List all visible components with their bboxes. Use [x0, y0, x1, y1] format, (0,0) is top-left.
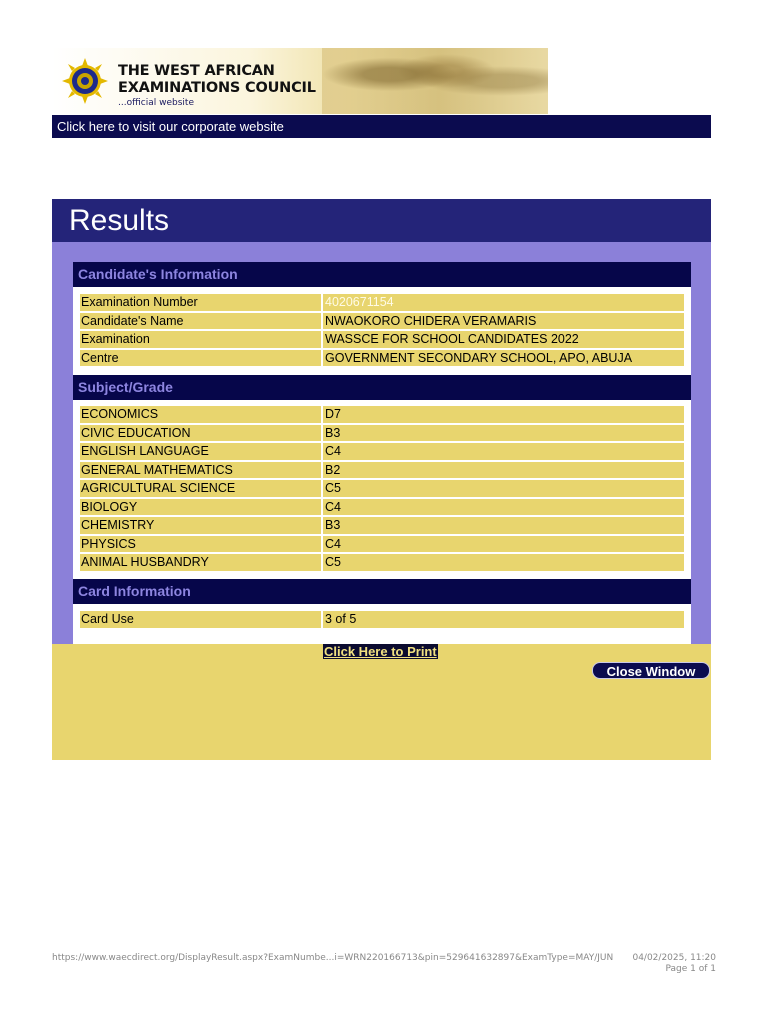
candidate-info-table — [80, 294, 684, 368]
table-row — [80, 611, 684, 630]
subject-name: ENGLISH LANGUAGE — [80, 443, 321, 460]
subject-name: BIOLOGY — [80, 499, 321, 516]
candidate-info-heading: Candidate's Information — [73, 262, 691, 287]
subject-grade: B3 — [323, 517, 684, 534]
banner-photo — [322, 48, 548, 114]
row-value: GOVERNMENT SECONDARY SCHOOL, APO, ABUJA — [323, 350, 684, 367]
org-name: THE WEST AFRICAN EXAMINATIONS COUNCIL — [118, 63, 316, 96]
row-label: Examination Number — [80, 294, 321, 311]
subject-name: CIVIC EDUCATION — [80, 425, 321, 442]
print-footer — [632, 953, 716, 975]
subject-name: AGRICULTURAL SCIENCE — [80, 480, 321, 497]
tagline: ...official website — [118, 98, 194, 108]
subject-grade-table — [80, 406, 684, 573]
table-row — [80, 331, 684, 350]
subject-grade: C4 — [323, 499, 684, 516]
page-title: Results — [52, 199, 711, 242]
table-row — [80, 443, 684, 462]
subject-grade-heading: Subject/Grade — [73, 375, 691, 400]
row-label: Centre — [80, 350, 321, 367]
subject-grade: B3 — [323, 425, 684, 442]
row-value: NWAOKORO CHIDERA VERAMARIS — [323, 313, 684, 330]
table-row — [80, 517, 684, 536]
subject-grade: C4 — [323, 443, 684, 460]
row-value: 3 of 5 — [323, 611, 684, 628]
corporate-website-link[interactable]: Click here to visit our corporate website — [52, 115, 711, 138]
subject-name: CHEMISTRY — [80, 517, 321, 534]
subject-grade: C5 — [323, 480, 684, 497]
waec-banner — [52, 48, 548, 114]
waec-seal-icon — [62, 58, 108, 104]
subject-grade: C4 — [323, 536, 684, 553]
table-row — [80, 536, 684, 555]
row-value: WASSCE FOR SCHOOL CANDIDATES 2022 — [323, 331, 684, 348]
table-row — [80, 480, 684, 499]
page-number: Page 1 of 1 — [665, 964, 716, 974]
subject-name: PHYSICS — [80, 536, 321, 553]
subject-name: GENERAL MATHEMATICS — [80, 462, 321, 479]
table-row — [80, 313, 684, 332]
table-row — [80, 350, 684, 369]
table-row — [80, 406, 684, 425]
print-datetime: 04/02/2025, 11:20 — [632, 953, 716, 963]
subject-grade: D7 — [323, 406, 684, 423]
table-row — [80, 499, 684, 518]
subject-name: ECONOMICS — [80, 406, 321, 423]
row-label: Card Use — [80, 611, 321, 628]
subject-grade: C5 — [323, 554, 684, 571]
print-link[interactable]: Click Here to Print — [324, 644, 437, 659]
close-window-button[interactable]: Close Window — [592, 662, 710, 679]
card-info-heading: Card Information — [73, 579, 691, 604]
table-row — [80, 294, 684, 313]
row-label: Examination — [80, 331, 321, 348]
table-row — [80, 554, 684, 573]
row-value: 4020671154 — [323, 294, 684, 311]
table-row — [80, 425, 684, 444]
page-url: https://www.waecdirect.org/DisplayResult.aspx?ExamNumbe...i=WRN220166713&pin=529641632897&ExamType=MAY/JUN — [52, 953, 614, 963]
table-row — [80, 462, 684, 481]
subject-name: ANIMAL HUSBANDRY — [80, 554, 321, 571]
row-label: Candidate's Name — [80, 313, 321, 330]
subject-grade: B2 — [323, 462, 684, 479]
card-info-table — [80, 611, 684, 630]
